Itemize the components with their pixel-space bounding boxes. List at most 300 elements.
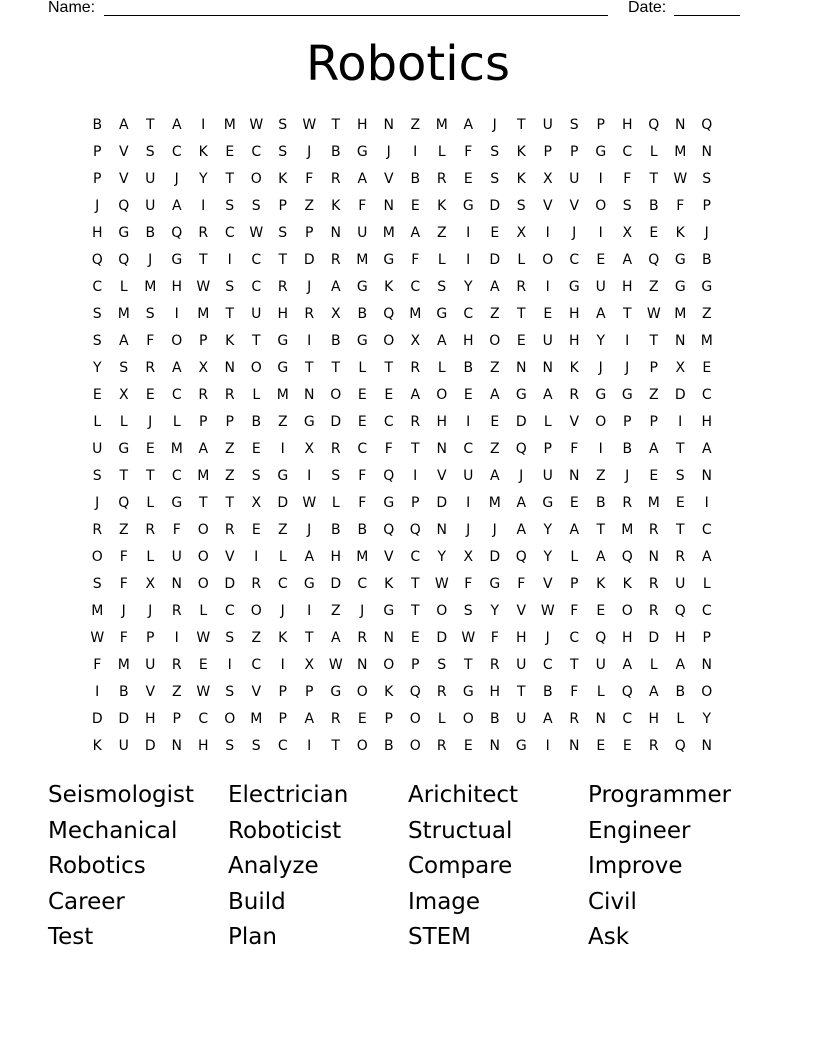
grid-letter: Q: [515, 441, 527, 457]
grid-letter: D: [436, 495, 448, 511]
grid-letter: A: [622, 657, 633, 673]
grid-letter: V: [224, 549, 235, 565]
grid-row: [84, 627, 744, 654]
grid-letter: H: [197, 738, 209, 754]
grid-letter: Z: [489, 306, 500, 322]
grid-letter: S: [225, 738, 235, 754]
grid-letter: L: [146, 495, 155, 511]
grid-letter: E: [357, 387, 367, 403]
grid-letter: J: [572, 225, 577, 241]
grid-letter: W: [196, 684, 211, 700]
word-list-item: Plan: [228, 924, 277, 950]
grid-letter: J: [360, 603, 365, 619]
grid-letter: M: [647, 495, 660, 511]
grid-letter: G: [568, 279, 580, 295]
grid-letter: C: [224, 603, 235, 619]
grid-letter: D: [674, 387, 686, 403]
grid-letter: N: [436, 522, 447, 538]
grid-letter: R: [569, 387, 580, 403]
grid-letter: J: [625, 360, 630, 376]
grid-letter: J: [174, 171, 179, 187]
grid-letter: G: [701, 279, 713, 295]
word-list-item: Ask: [588, 924, 630, 950]
grid-letter: A: [436, 333, 447, 349]
grid-letter: U: [595, 279, 606, 295]
grid-letter: U: [463, 468, 474, 484]
grid-letter: W: [646, 306, 661, 322]
grid-letter: S: [225, 279, 235, 295]
grid-letter: S: [516, 198, 526, 214]
grid-letter: V: [569, 198, 580, 214]
grid-row: [84, 168, 744, 195]
grid-letter: A: [171, 360, 182, 376]
grid-letter: Q: [409, 522, 421, 538]
grid-letter: Y: [490, 603, 500, 619]
grid-letter: Z: [304, 198, 315, 214]
page-title: Robotics: [306, 36, 510, 92]
grid-letter: S: [225, 630, 235, 646]
grid-letter: G: [383, 495, 395, 511]
grid-letter: G: [674, 252, 686, 268]
grid-letter: L: [252, 387, 261, 403]
grid-letter: U: [118, 738, 129, 754]
grid-letter: O: [542, 252, 554, 268]
grid-letter: H: [568, 333, 580, 349]
grid-letter: N: [701, 468, 712, 484]
grid-letter: P: [543, 144, 552, 160]
grid-letter: H: [568, 306, 580, 322]
grid-letter: P: [570, 576, 579, 592]
grid-letter: B: [463, 360, 474, 376]
grid-letter: J: [95, 198, 100, 214]
grid-letter: P: [649, 360, 658, 376]
grid-row: [84, 600, 744, 627]
grid-letter: A: [516, 522, 527, 538]
grid-letter: R: [675, 549, 686, 565]
grid-letter: Q: [118, 495, 130, 511]
grid-letter: I: [201, 117, 206, 133]
grid-letter: O: [197, 549, 209, 565]
grid-letter: W: [461, 630, 476, 646]
grid-letter: M: [674, 144, 687, 160]
grid-letter: I: [280, 657, 285, 673]
grid-row: [84, 357, 744, 384]
grid-letter: J: [386, 144, 391, 160]
grid-letter: N: [171, 738, 182, 754]
grid-letter: P: [225, 414, 234, 430]
grid-letter: T: [145, 468, 155, 484]
grid-letter: F: [172, 522, 181, 538]
grid-letter: N: [701, 144, 712, 160]
grid-letter: Q: [171, 225, 183, 241]
grid-letter: D: [118, 711, 130, 727]
grid-letter: X: [330, 306, 341, 322]
grid-letter: T: [304, 630, 314, 646]
grid-letter: Z: [224, 441, 235, 457]
grid-letter: B: [542, 684, 553, 700]
grid-letter: M: [488, 495, 501, 511]
grid-letter: S: [437, 279, 447, 295]
grid-letter: J: [95, 495, 100, 511]
grid-letter: S: [490, 171, 500, 187]
grid-letter: J: [545, 630, 550, 646]
word-list-item: Improve: [588, 853, 683, 879]
grid-letter: C: [542, 657, 553, 673]
grid-letter: A: [410, 387, 421, 403]
word-list-item: Mechanical: [48, 817, 178, 844]
grid-letter: Q: [91, 252, 103, 268]
grid-letter: G: [621, 387, 633, 403]
grid-letter: Z: [489, 360, 500, 376]
grid-letter: I: [598, 441, 603, 457]
grid-row: [84, 573, 744, 600]
grid-letter: N: [383, 117, 394, 133]
word-list-item: Roboticist: [228, 817, 342, 844]
grid-letter: G: [118, 441, 130, 457]
grid-letter: I: [174, 630, 179, 646]
grid-letter: O: [409, 711, 421, 727]
grid-letter: R: [489, 657, 500, 673]
word-list-item: Civil: [588, 888, 637, 915]
grid-letter: A: [489, 387, 500, 403]
grid-letter: K: [384, 576, 394, 592]
grid-letter: A: [410, 225, 421, 241]
grid-letter: X: [410, 333, 421, 349]
grid-letter: O: [621, 603, 633, 619]
grid-letter: C: [383, 414, 394, 430]
grid-letter: R: [171, 657, 182, 673]
grid-letter: E: [92, 387, 102, 403]
grid-letter: R: [648, 576, 659, 592]
grid-letter: I: [678, 414, 683, 430]
grid-letter: D: [489, 198, 501, 214]
grid-letter: M: [170, 441, 183, 457]
grid-letter: N: [357, 657, 368, 673]
grid-letter: R: [145, 522, 156, 538]
grid-letter: U: [569, 171, 580, 187]
grid-letter: L: [119, 279, 128, 295]
grid-letter: G: [436, 306, 448, 322]
grid-letter: D: [330, 414, 342, 430]
grid-letter: E: [649, 468, 659, 484]
grid-letter: R: [224, 387, 235, 403]
grid-letter: U: [675, 576, 686, 592]
grid-letter: Y: [198, 171, 208, 187]
grid-letter: V: [569, 414, 580, 430]
grid-letter: A: [701, 441, 712, 457]
grid-letter: V: [542, 198, 553, 214]
grid-letter: G: [462, 684, 474, 700]
grid-letter: C: [251, 657, 262, 673]
grid-letter: L: [278, 549, 287, 565]
grid-letter: L: [437, 360, 446, 376]
grid-row: [84, 303, 744, 330]
grid-letter: V: [118, 171, 129, 187]
grid-letter: G: [171, 495, 183, 511]
grid-row: [84, 465, 744, 492]
grid-letter: F: [676, 198, 685, 214]
grid-letter: S: [225, 198, 235, 214]
grid-letter: L: [543, 414, 552, 430]
grid-letter: P: [543, 441, 552, 457]
grid-letter: H: [621, 630, 633, 646]
grid-letter: W: [328, 657, 343, 673]
grid-row: [84, 384, 744, 411]
grid-letter: H: [621, 279, 633, 295]
grid-letter: I: [95, 684, 100, 700]
grid-letter: M: [409, 306, 422, 322]
word-list-item: Image: [408, 888, 481, 915]
grid-letter: F: [570, 603, 579, 619]
grid-letter: W: [90, 630, 105, 646]
grid-letter: J: [519, 468, 524, 484]
word-list-item: Test: [48, 924, 94, 950]
grid-letter: X: [675, 360, 686, 376]
grid-letter: A: [171, 117, 182, 133]
grid-letter: P: [649, 414, 658, 430]
grid-letter: Q: [383, 468, 395, 484]
grid-letter: H: [91, 225, 103, 241]
grid-letter: Z: [701, 306, 712, 322]
grid-letter: O: [330, 387, 342, 403]
grid-letter: R: [436, 684, 447, 700]
grid-letter: G: [515, 387, 527, 403]
grid-letter: E: [357, 414, 367, 430]
grid-letter: B: [675, 684, 686, 700]
grid-letter: K: [675, 225, 685, 241]
grid-letter: S: [569, 117, 579, 133]
grid-letter: D: [436, 630, 448, 646]
grid-letter: U: [542, 468, 553, 484]
grid-letter: C: [701, 522, 712, 538]
grid-letter: U: [357, 225, 368, 241]
grid-letter: A: [330, 630, 341, 646]
grid-letter: G: [330, 684, 342, 700]
grid-letter: J: [307, 279, 312, 295]
grid-letter: G: [674, 279, 686, 295]
grid-letter: G: [356, 333, 368, 349]
grid-letter: Y: [463, 279, 473, 295]
grid-letter: Y: [543, 522, 553, 538]
grid-letter: S: [251, 738, 261, 754]
grid-letter: J: [121, 603, 126, 619]
grid-letter: P: [278, 198, 287, 214]
grid-letter: M: [700, 333, 713, 349]
word-list-item: Compare: [408, 853, 513, 879]
grid-letter: B: [622, 441, 633, 457]
grid-letter: Z: [118, 522, 129, 538]
grid-letter: H: [462, 333, 474, 349]
grid-letter: T: [649, 333, 659, 349]
grid-letter: R: [569, 711, 580, 727]
grid-letter: O: [409, 738, 421, 754]
grid-letter: J: [307, 144, 312, 160]
grid-letter: O: [436, 603, 448, 619]
grid-letter: F: [119, 549, 128, 565]
grid-letter: O: [595, 198, 607, 214]
grid-letter: I: [598, 225, 603, 241]
grid-letter: G: [277, 333, 289, 349]
grid-letter: O: [250, 360, 262, 376]
grid-letter: B: [330, 522, 341, 538]
grid-letter: F: [490, 630, 499, 646]
grid-row: [84, 654, 744, 681]
grid-letter: P: [596, 117, 605, 133]
grid-letter: L: [172, 414, 181, 430]
grid-letter: P: [702, 198, 711, 214]
grid-letter: I: [545, 738, 550, 754]
grid-letter: N: [171, 576, 182, 592]
grid-letter: V: [383, 171, 394, 187]
grid-letter: U: [145, 171, 156, 187]
grid-letter: N: [569, 468, 580, 484]
grid-row: [84, 492, 744, 519]
grid-letter: Y: [92, 360, 102, 376]
grid-letter: G: [595, 144, 607, 160]
grid-letter: J: [148, 603, 153, 619]
grid-letter: H: [701, 414, 713, 430]
grid-letter: P: [305, 684, 314, 700]
name-blank-line: [104, 15, 608, 16]
grid-letter: A: [357, 171, 368, 187]
grid-letter: V: [118, 144, 129, 160]
grid-letter: Z: [277, 414, 288, 430]
grid-letter: S: [145, 144, 155, 160]
grid-letter: D: [144, 738, 156, 754]
grid-letter: A: [648, 441, 659, 457]
grid-letter: R: [410, 414, 421, 430]
grid-letter: C: [92, 279, 103, 295]
grid-letter: Q: [595, 630, 607, 646]
grid-letter: S: [251, 198, 261, 214]
grid-letter: C: [171, 468, 182, 484]
grid-row: [84, 735, 744, 762]
grid-row: [84, 276, 744, 303]
grid-letter: V: [145, 684, 156, 700]
grid-letter: H: [356, 117, 368, 133]
grid-letter: I: [307, 333, 312, 349]
grid-letter: Q: [515, 549, 527, 565]
grid-letter: H: [277, 306, 289, 322]
grid-letter: U: [542, 333, 553, 349]
grid-letter: K: [384, 684, 394, 700]
grid-letter: P: [411, 657, 420, 673]
grid-letter: N: [516, 360, 527, 376]
grid-letter: Z: [171, 684, 182, 700]
grid-letter: Z: [648, 387, 659, 403]
grid-letter: C: [171, 387, 182, 403]
grid-letter: A: [516, 495, 527, 511]
grid-letter: A: [171, 198, 182, 214]
grid-letter: O: [250, 171, 262, 187]
grid-letter: G: [489, 576, 501, 592]
grid-letter: E: [145, 441, 155, 457]
grid-letter: W: [196, 279, 211, 295]
grid-letter: A: [648, 684, 659, 700]
grid-letter: I: [307, 603, 312, 619]
grid-row: [84, 546, 744, 573]
grid-letter: U: [145, 657, 156, 673]
grid-letter: S: [490, 144, 500, 160]
grid-letter: C: [251, 144, 262, 160]
grid-letter: M: [674, 306, 687, 322]
grid-letter: O: [356, 684, 368, 700]
grid-letter: W: [302, 117, 317, 133]
grid-letter: C: [622, 144, 633, 160]
grid-letter: R: [516, 279, 527, 295]
grid-letter: K: [198, 144, 208, 160]
grid-letter: T: [596, 522, 606, 538]
grid-letter: I: [545, 279, 550, 295]
grid-letter: O: [595, 414, 607, 430]
grid-letter: E: [463, 171, 473, 187]
grid-letter: I: [545, 225, 550, 241]
grid-letter: I: [307, 468, 312, 484]
grid-letter: Z: [224, 468, 235, 484]
grid-letter: U: [145, 198, 156, 214]
grid-letter: R: [648, 522, 659, 538]
grid-letter: K: [331, 198, 341, 214]
grid-letter: M: [382, 225, 395, 241]
grid-row: [84, 519, 744, 546]
grid-letter: P: [278, 684, 287, 700]
grid-letter: E: [251, 522, 261, 538]
grid-letter: W: [249, 117, 264, 133]
grid-letter: E: [357, 711, 367, 727]
grid-letter: A: [489, 279, 500, 295]
grid-letter: C: [224, 225, 235, 241]
grid-letter: J: [492, 117, 497, 133]
grid-letter: M: [117, 657, 130, 673]
grid-letter: G: [277, 360, 289, 376]
grid-letter: C: [251, 252, 262, 268]
grid-letter: T: [225, 171, 235, 187]
grid-letter: H: [171, 279, 183, 295]
grid-letter: U: [595, 657, 606, 673]
grid-letter: A: [118, 333, 129, 349]
grid-letter: J: [148, 414, 153, 430]
grid-row: [84, 708, 744, 735]
grid-letter: N: [383, 630, 394, 646]
grid-letter: R: [648, 738, 659, 754]
grid-letter: M: [621, 522, 634, 538]
grid-letter: S: [331, 468, 341, 484]
grid-letter: H: [489, 684, 501, 700]
grid-letter: B: [648, 198, 659, 214]
grid-letter: B: [357, 306, 368, 322]
word-list-item: Structual: [408, 817, 513, 844]
grid-letter: N: [648, 549, 659, 565]
grid-letter: I: [201, 198, 206, 214]
grid-letter: N: [383, 198, 394, 214]
grid-letter: I: [466, 495, 471, 511]
grid-letter: N: [436, 441, 447, 457]
grid-letter: L: [358, 360, 367, 376]
grid-letter: E: [490, 414, 500, 430]
word-list: [48, 778, 788, 956]
grid-letter: R: [330, 252, 341, 268]
grid-letter: C: [171, 144, 182, 160]
grid-row: [84, 141, 744, 168]
grid-letter: G: [515, 738, 527, 754]
grid-letter: O: [250, 603, 262, 619]
grid-row: [84, 411, 744, 438]
grid-letter: T: [516, 117, 526, 133]
grid-letter: U: [516, 657, 527, 673]
grid-letter: L: [331, 495, 340, 511]
grid-letter: S: [463, 603, 473, 619]
grid-letter: H: [436, 414, 448, 430]
